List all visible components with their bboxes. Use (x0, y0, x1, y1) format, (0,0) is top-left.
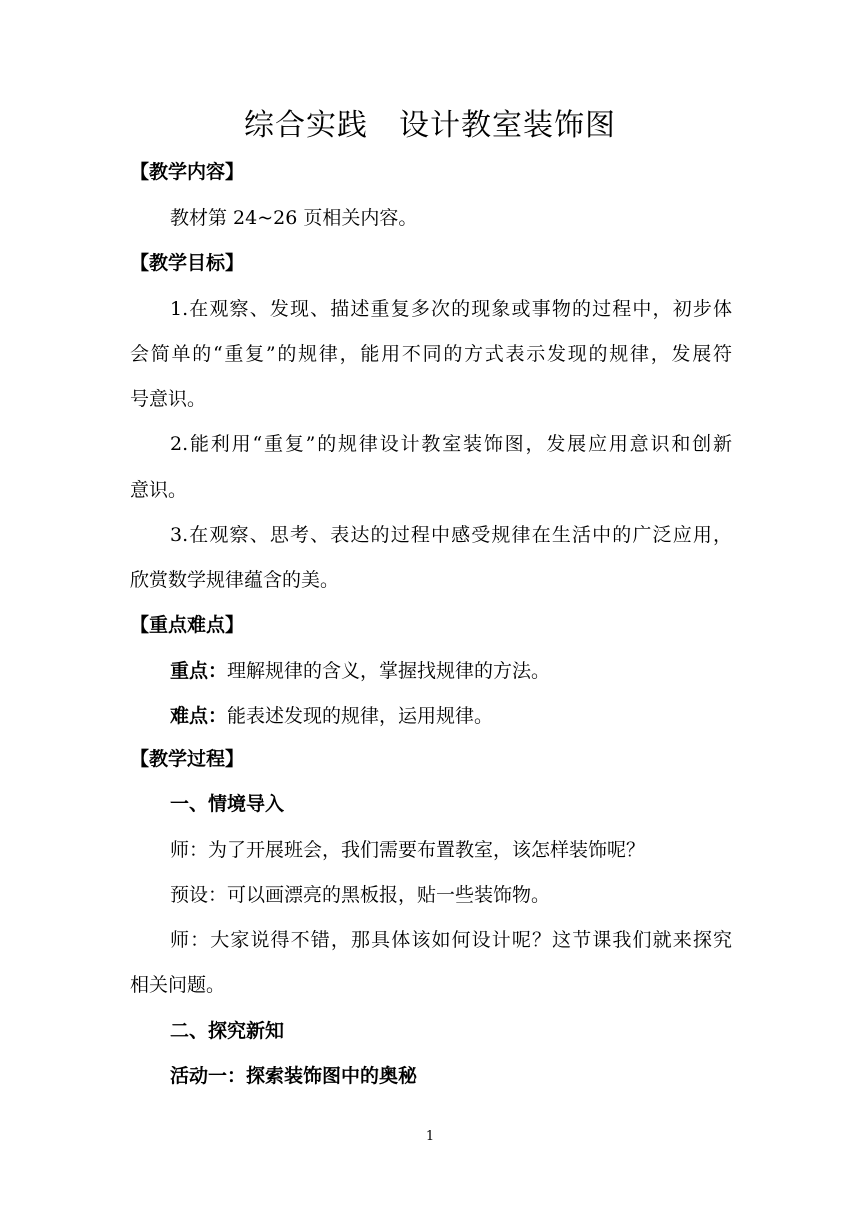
dialog-line-1: 师：为了开展班会，我们需要布置教室，该怎样装饰呢？ (170, 839, 646, 861)
goal-3-line-1: 3.在观察、思考、表达的过程中感受规律在生活中的广泛应用， (170, 524, 732, 546)
teaching-content-text: 教材第 24~26 页相关内容。 (170, 207, 418, 229)
goal-1-line-2: 会简单的“重复”的规律，能用不同的方式表示发现的规律，发展符 (130, 343, 732, 365)
goal-2-line-1: 2.能利用“重复”的规律设计教室装饰图，发展应用意识和创新 (170, 433, 732, 455)
difficulty-text: 能表述发现的规律，运用规律。 (227, 705, 494, 727)
page-number: 1 (425, 1129, 435, 1144)
difficulty-line (170, 702, 732, 730)
key-point-line (170, 657, 732, 685)
section-heading-teaching-process: 【教学过程】 (130, 748, 245, 770)
section-heading-key-points: 【重点难点】 (130, 614, 245, 636)
activity-1-heading: 活动一：探索装饰图中的奥秘 (170, 1065, 418, 1087)
difficulty-label: 难点： (170, 705, 228, 727)
document-title: 综合实践 设计教室装饰图 (244, 108, 616, 143)
dialog-line-3b: 相关问题。 (130, 974, 226, 996)
part-1-heading: 一、情境导入 (170, 793, 285, 815)
goal-2-line-2: 意识。 (130, 479, 188, 501)
dialog-line-2: 预设：可以画漂亮的黑板报，贴一些装饰物。 (170, 884, 551, 906)
key-point-text: 理解规律的含义，掌握找规律的方法。 (227, 660, 551, 682)
key-point-label: 重点： (170, 660, 228, 682)
part-2-heading: 二、探究新知 (170, 1020, 285, 1042)
goal-1-line-3: 号意识。 (130, 388, 207, 410)
dialog-line-3a: 师：大家说得不错，那具体该如何设计呢？这节课我们就来探究 (170, 929, 732, 951)
goal-1-line-1: 1.在观察、发现、描述重复多次的现象或事物的过程中，初步体 (170, 298, 732, 320)
section-heading-teaching-goals: 【教学目标】 (130, 252, 245, 274)
goal-3-line-2: 欣赏数学规律蕴含的美。 (130, 569, 340, 591)
section-heading-teaching-content: 【教学内容】 (130, 161, 245, 183)
